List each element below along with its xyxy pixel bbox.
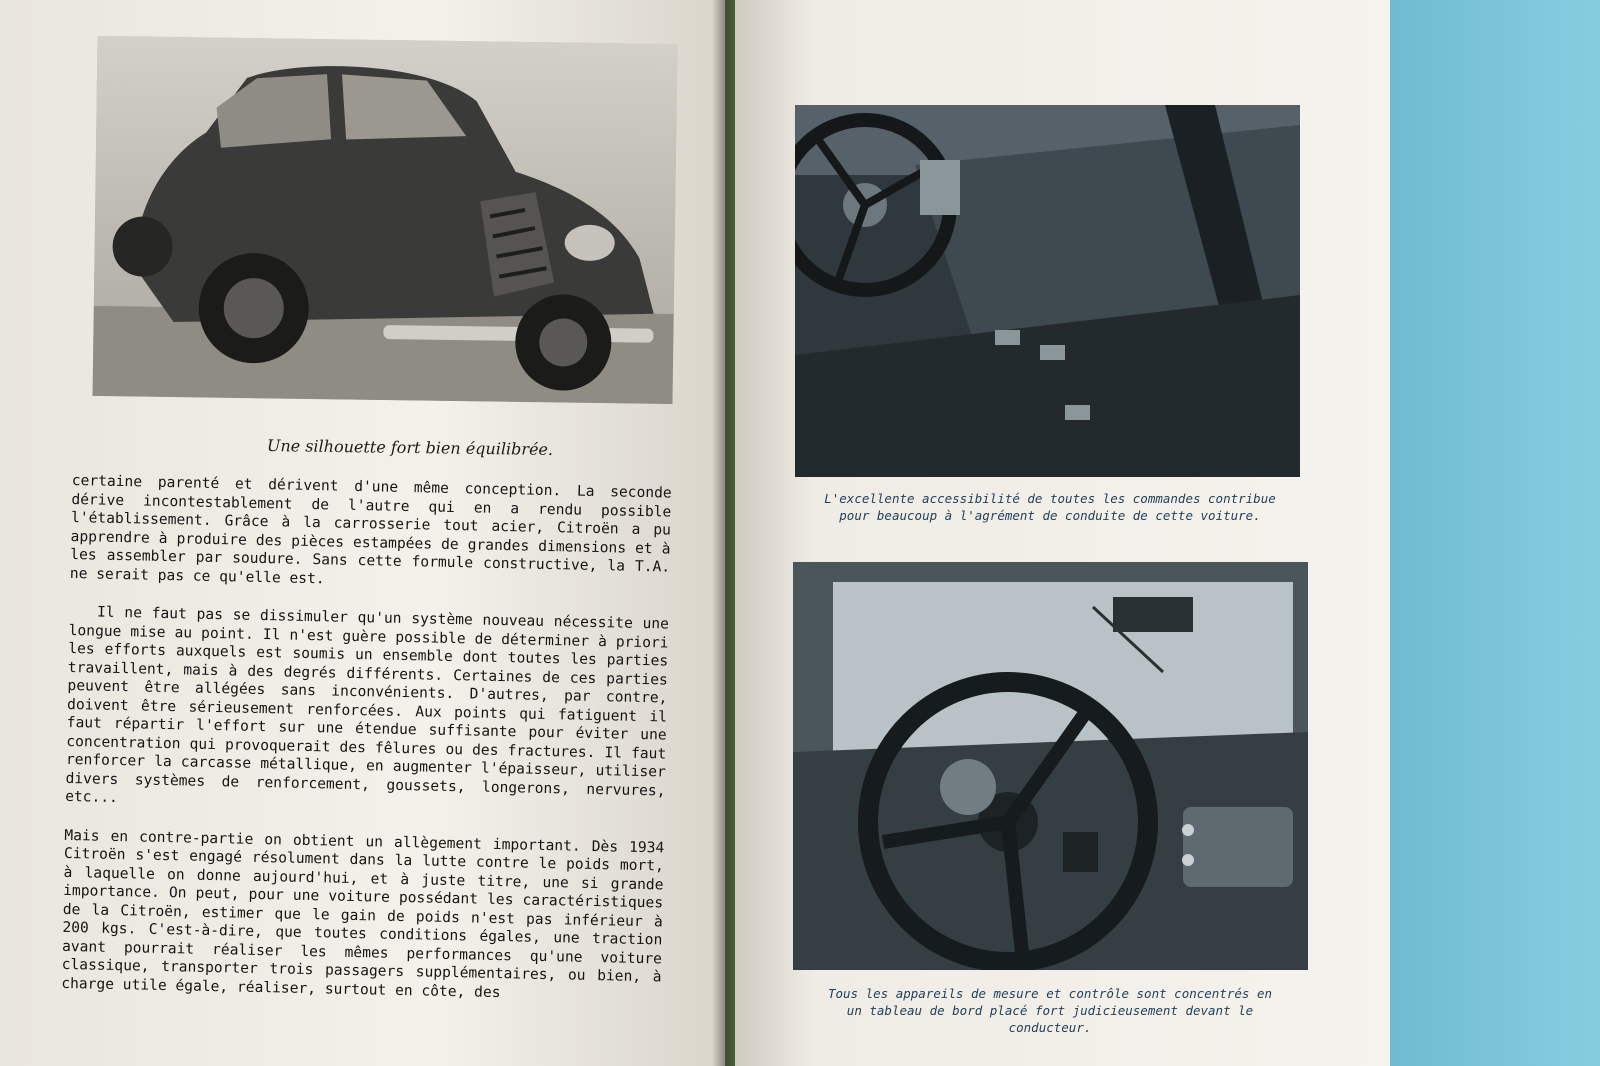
car-photo-caption: Une silhouette fort bien équilibrée. [266, 436, 554, 459]
dashboard-photo-caption: Tous les appareils de mesure et contrôle sont concentrés en un tableau de bord placé fort judicieusement devant le conducteur. [827, 986, 1272, 1035]
table-background [1380, 0, 1600, 1066]
paragraph-1: certaine parenté et dérivent d'une même conception. La seconde dérive incontestablement de l'autre qui en a rendu possible l'établissement. Grâce à la carrosserie tout acier, Citroën a pu apprendre à produire des pièces estampées de grandes dimensions et à les assembler par soudure. Sans cette formule constructive, la T.A. ne serait pas ce qu'elle est. [69, 472, 672, 587]
body-text [61, 472, 672, 1025]
steering-illustration [795, 105, 1300, 477]
dashboard-illustration [793, 562, 1308, 970]
car-illustration [93, 36, 678, 404]
paragraph-2: Il ne faut pas se dissimuler qu'un système nouveau nécessite une longue mise au point. Il n'est guère possible de déterminer à priori les efforts auxquels est soumis un ensemble dont toutes les parties travaillent, mais à des degrés différents. Certaines de ces parties peuvent être allégées sans inconvénients. D'autres, par contre, doivent être sérieusement renforcées. Aux points qui fatiguent il faut répartir l'effort sur une étendue suffisante pour éviter une concentration qui provoquerait des fêlures ou des fractures. Il faut renforcer la carcasse métallique, en augmenter l'épaisseur, utiliser divers systèmes de renforcement, goussets, longerons, nervures, etc... [65, 603, 670, 807]
steering-wheel-photo [795, 105, 1300, 477]
paragraph-3: Mais en contre-partie on obtient un allègement important. Dès 1934 Citroën s'est engagé résolument dans la lutte contre le poids mort, à laquelle on donne aujourd'hui, et à juste titre, une si grande importance. On peut, pour une voiture possédant les caractéristiques de la Citroën, estimer que le gain de poids n'est pas inférieur à 200 kgs. C'est-à-dire, que toutes conditions égales, une traction avant pourrait réaliser les mêmes performances qu'une voiture classique, transporter trois passagers supplémentaires, ou bien, à charge utile égale, réaliser, surtout en côte, des [61, 826, 665, 1001]
car-photo [93, 36, 678, 404]
steering-photo-caption: L'excellente accessibilité de toutes les commandes contribue pour beaucoup à l'agrément de conduite de cette voiture. [824, 491, 1276, 523]
dashboard-photo [793, 562, 1308, 970]
left-page [0, 0, 725, 1066]
right-page [735, 0, 1390, 1066]
